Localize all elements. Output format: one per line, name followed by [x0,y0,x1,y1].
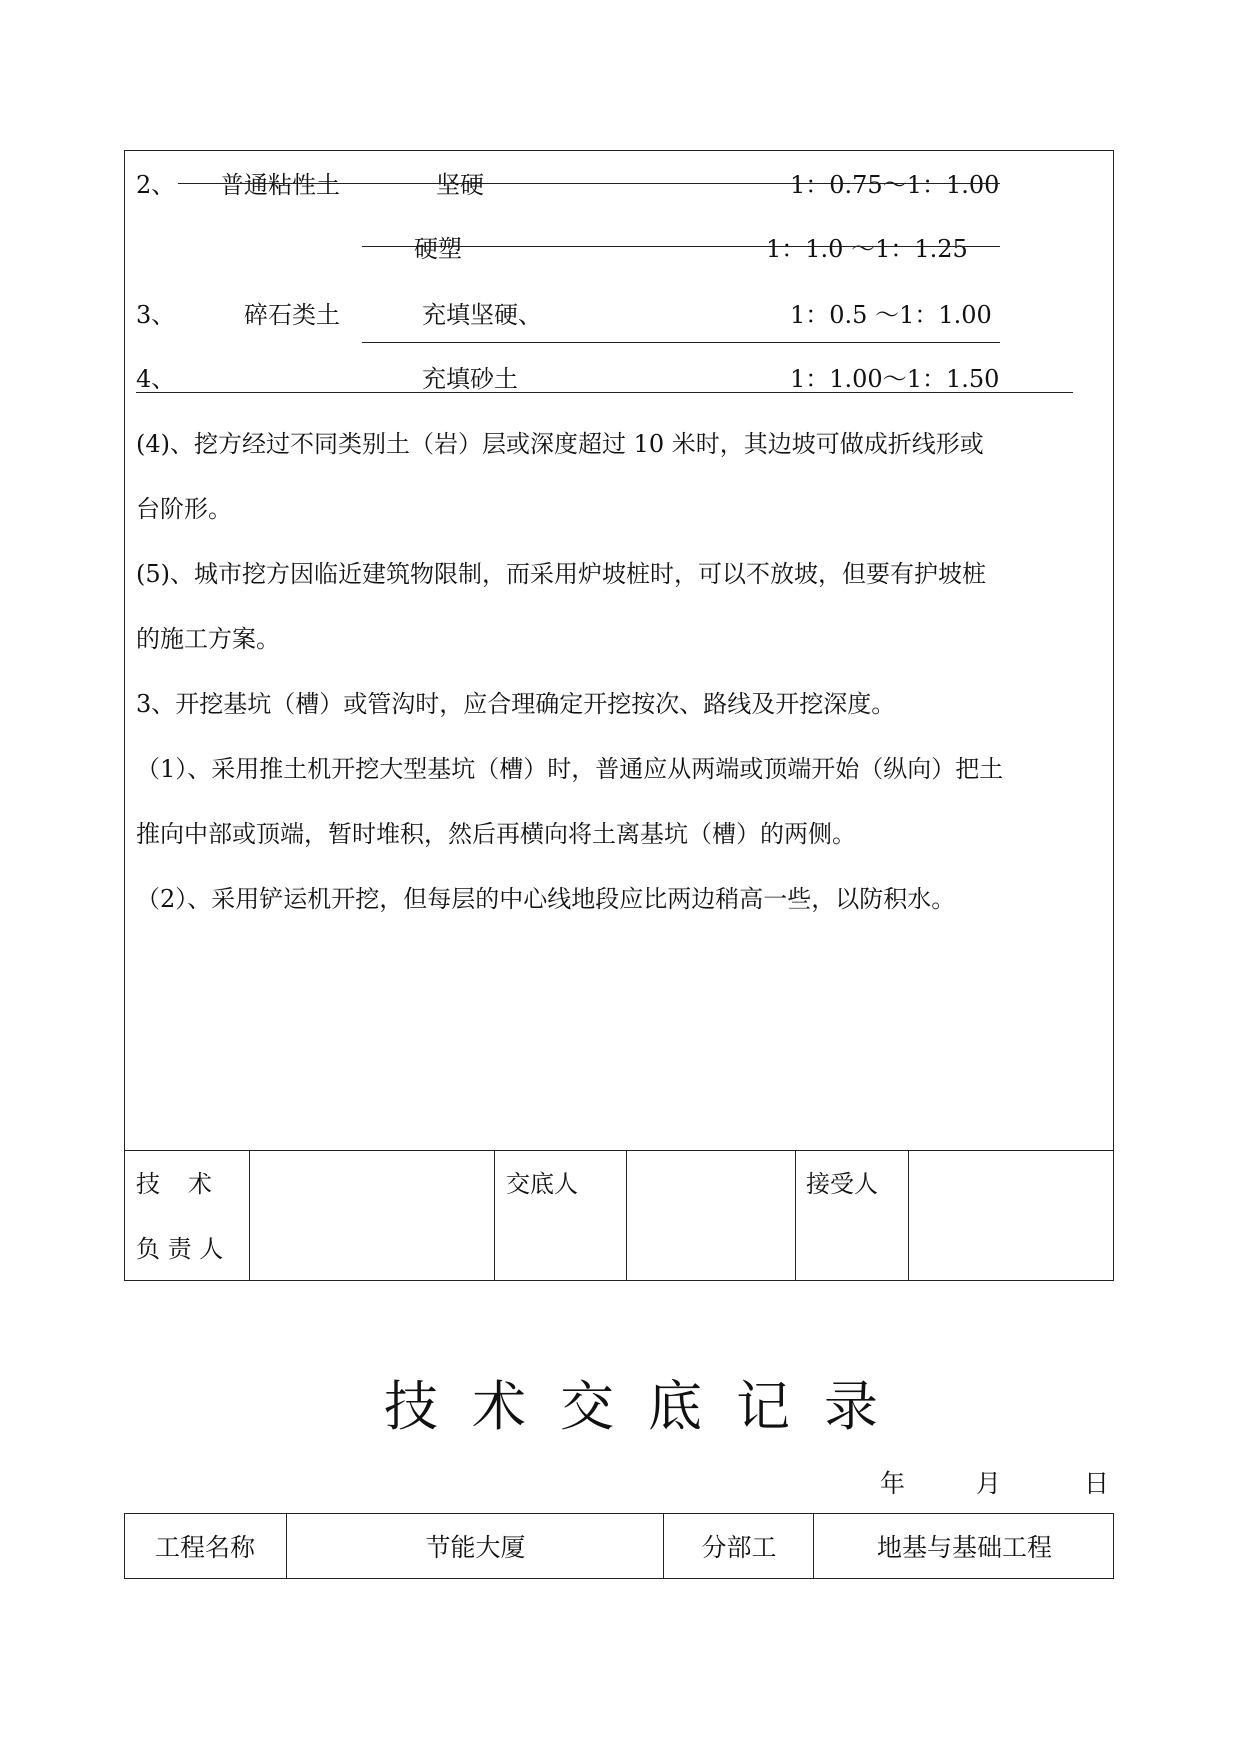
date-month: 月 [976,1469,1002,1498]
para-4-line1: (4)、挖方经过不同类别土（岩）层或深度超过 10 米时，其边坡可做成折线形或 [136,430,984,458]
row4-ratio: 1：1.00～1：1.50 [790,365,1000,393]
project-divider-2 [663,1513,664,1579]
row3-ratio: 1：0.5 ～1：1.00 [790,301,992,329]
project-name-value[interactable]: 节能大厦 [425,1533,526,1562]
division-label: 分部工 [701,1533,777,1562]
section-3-1-line1: （1）、采用推土机开挖大型基坑（槽）时，普通应从两端或顶端开始（纵向）把土 [136,755,1004,783]
row2b-strike-line [362,246,1000,247]
tech-lead-label-line2: 负 责 人 [136,1235,224,1263]
row3-number: 3、 [136,301,176,329]
row4-underline [136,392,1073,393]
para-5-line1: (5)、城市挖方因临近建筑物限制，而采用炉坡桩时，可以不放坡，但要有护坡桩 [136,560,986,588]
row2-state: 坚硬 [436,171,484,199]
handover-signature-field[interactable] [628,1152,793,1279]
row2b-state: 硬塑 [414,235,462,263]
row2-soil: 普通粘性土 [220,171,340,199]
record-title: 技术交底记录 [384,1375,912,1438]
receiver-signature-field[interactable] [910,1152,1112,1279]
project-name-label: 工程名称 [154,1533,255,1562]
division-value[interactable]: 地基与基础工程 [876,1533,1052,1562]
para-5-line2: 的施工方案。 [136,625,280,653]
signature-divider-4 [795,1150,796,1281]
date-day: 日 [1084,1469,1110,1498]
receiver-label: 接受人 [806,1170,878,1198]
signature-divider-3 [626,1150,627,1281]
row2b-ratio: 1：1.0 ～1：1.25 [766,235,968,263]
row2-strike-line [178,183,1000,184]
row2-number: 2、 [136,171,176,199]
section-3: 3、开挖基坑（槽）或管沟时，应合理确定开挖按次、路线及开挖深度。 [136,690,896,718]
signature-divider-2 [494,1150,495,1281]
project-divider-3 [813,1513,814,1579]
row4-state: 充填砂土 [422,365,518,393]
row3-soil: 碎石类土 [244,301,340,329]
row3-state: 充填坚硬、 [422,301,542,329]
row3-underline [362,342,1000,343]
signature-row-top-border [124,1150,1114,1151]
section-3-2: （2）、采用铲运机开挖，但每层的中心线地段应比两边稍高一些，以防积水。 [136,885,956,913]
project-divider-1 [286,1513,287,1579]
handover-label: 交底人 [506,1170,578,1198]
signature-divider-1 [249,1150,250,1281]
tech-lead-label-line1: 技 术 [136,1170,214,1198]
date-year: 年 [880,1469,906,1498]
section-3-1-line2: 推向中部或顶端，暂时堆积，然后再横向将土离基坑（槽）的两侧。 [136,820,856,848]
signature-divider-5 [908,1150,909,1281]
tech-lead-signature-field[interactable] [251,1152,492,1279]
para-4-line2: 台阶形。 [136,495,232,523]
row2-ratio: 1：0.75～1：1.00 [790,171,1000,199]
row4-number: 4、 [136,365,176,393]
